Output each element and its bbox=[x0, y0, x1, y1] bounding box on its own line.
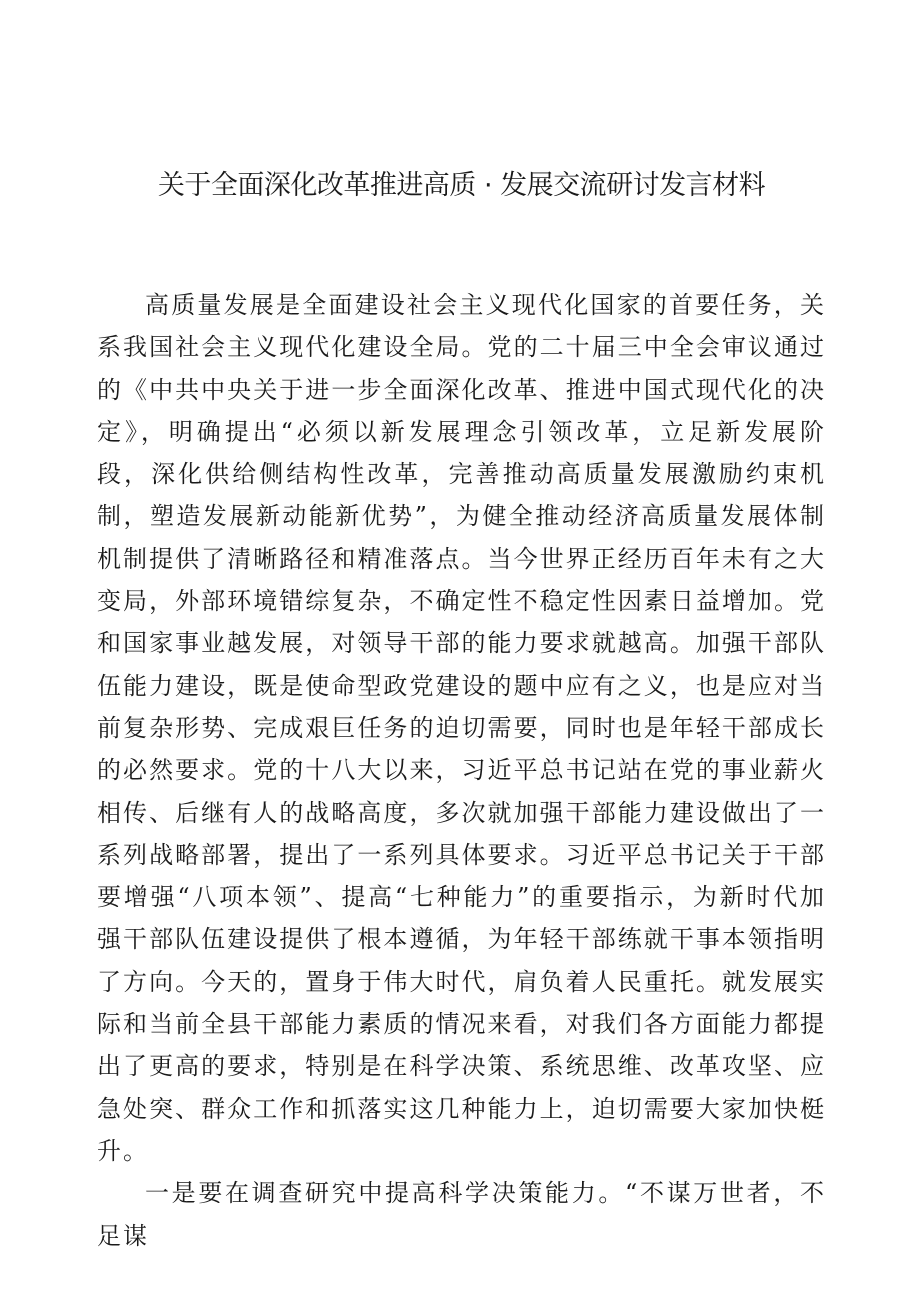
document-title: 关于全面深化改革推进高质 · 发展交流研讨发言材料 bbox=[157, 170, 766, 201]
body-paragraph-2: 一是要在调查研究中提高科学决策能力。“不谋万世者，不足谋 bbox=[97, 1179, 826, 1250]
document-body bbox=[97, 284, 826, 1257]
body-paragraph-1: 高质量发展是全面建设社会主义现代化国家的首要任务，关系我国社会主义现代化建设全局。党的二十届三中全会审议通过的《中共中央关于进一步全面深化改革、推进中国式现代化的决定》，明确提出“必须以新发展理念引领改革，立足新发展阶段，深化供给侧结构性改革，完善推动高质量发展激励约束机制，塑造发展新动能新优势”，为健全推动经济高质量发展体制机制提供了清晰路径和精准落点。当今世界正经历百年未有之大变局，外部环境错综复杂，不确定性不稳定性因素日益增加。党和国家事业越发展，对领导干部的能力要求就越高。加强干部队伍能力建设，既是使命型政党建设的题中应有之义，也是应对当前复杂形势、完成艰巨任务的迫切需要，同时也是年轻干部成长的必然要求。党的十八大以来，习近平总书记站在党的事业薪火相传、后继有人的战略高度，多次就加强干部能力建设做出了一系列战略部署，提出了一系列具体要求。习近平总书记关于干部要增强“八项本领”、提高“七种能力”的重要指示，为新时代加强干部队伍建设提供了根本遵循，为年轻干部练就干事本领指明了方向。今天的，置身于伟大时代，肩负着人民重托。就发展实际和当前全县干部能力素质的情况来看，对我们各方面能力都提出了更高的要求，特别是在科学决策、系统思维、改革攻坚、应急处突、群众工作和抓落实这几种能力上，迫切需要大家加快梃升。 bbox=[97, 291, 826, 1165]
